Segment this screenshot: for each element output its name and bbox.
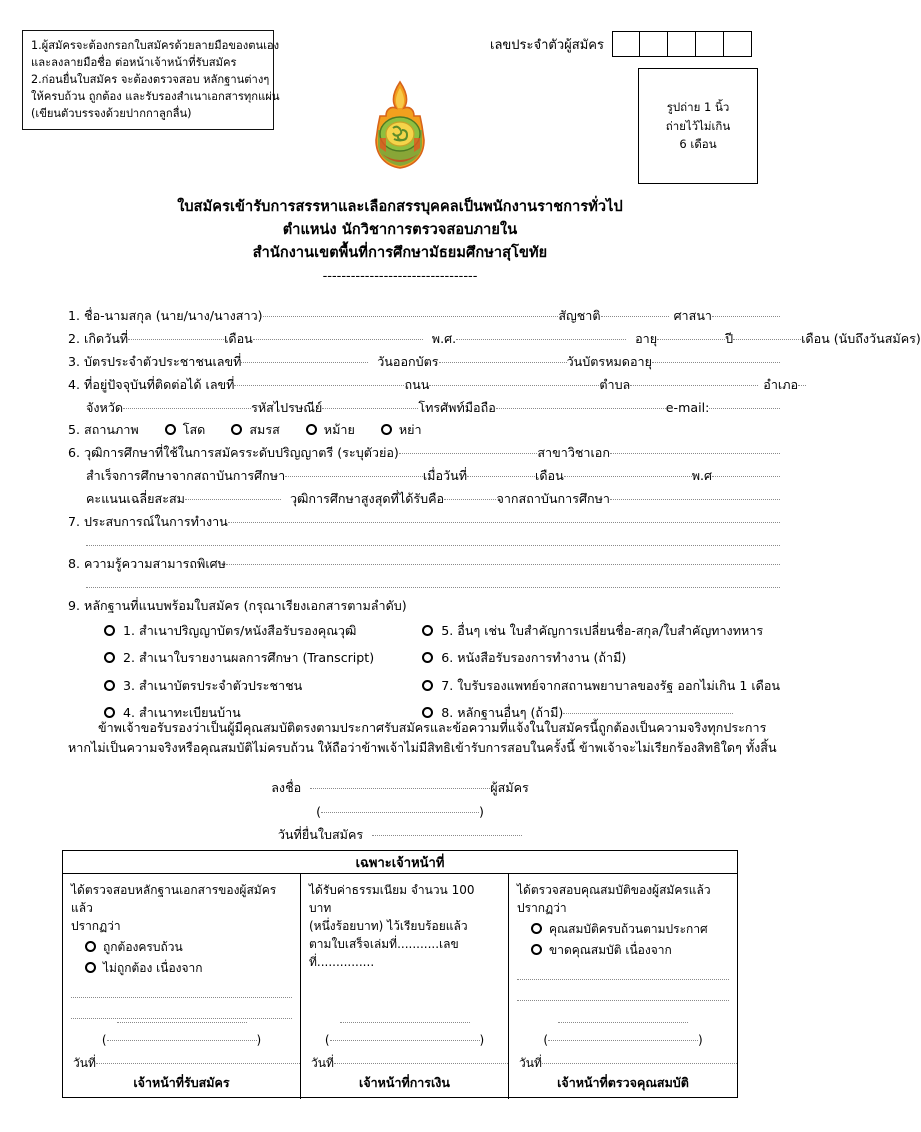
idcard-expiry-label: วันบัตรหมดอายุ — [566, 353, 652, 369]
applicant-number-field — [490, 31, 752, 57]
field-row-name — [68, 308, 780, 323]
document-item-label: 7. ใบรับรองแพทย์จากสถานพยาบาลของรัฐ ออกไม่เกิน 1 เดือน — [441, 677, 780, 693]
age-months-input[interactable] — [733, 328, 801, 340]
official-use-header: เฉพาะเจ้าหน้าที่ — [63, 851, 737, 874]
field-row-documents — [68, 599, 780, 613]
radio-icon[interactable] — [306, 424, 317, 435]
marital-option-label: หม้าย — [323, 421, 355, 437]
institute-input[interactable] — [285, 465, 423, 477]
experience-input-line2[interactable] — [86, 534, 780, 546]
instruction-line-5: (เขียนตัวบรรจงด้วยปากกาลูกลื่น) — [31, 107, 192, 121]
qualification-option-label: คุณสมบัติครบถ้วนตามประกาศ — [549, 922, 708, 936]
radio-icon[interactable] — [422, 680, 433, 691]
field-row-institute — [68, 468, 780, 483]
road-input[interactable] — [429, 374, 599, 386]
declaration-line-1: ข้าพเจ้าขอรับรองว่าเป็นผู้มีคุณสมบัติตรงตามประกาศรับสมัครและข้อความที่แจ้งในใบสมัครนี้ถูกต้องเป็นความจริงทุกประการ — [98, 720, 767, 735]
marital-option-widowed[interactable] — [306, 423, 355, 437]
marital-option-married[interactable] — [231, 423, 279, 437]
finance-signature-input[interactable] — [340, 1011, 470, 1023]
birth-month-input[interactable] — [253, 328, 423, 340]
page-title: ใบสมัครเข้ารับการสรรหาและเลือกสรรบุคคลเป็นพนักงานราชการทั่วไป — [177, 199, 623, 215]
other-document-input[interactable] — [563, 702, 733, 714]
graduation-date-label: เมื่อวันที่ — [422, 467, 468, 483]
radio-icon[interactable] — [422, 707, 433, 718]
finance-line-2: (หนึ่งร้อยบาท) ไว้เรียบร้อยแล้ว — [309, 919, 468, 933]
major-input[interactable] — [610, 442, 780, 454]
declaration-text — [68, 718, 780, 759]
documents-checklist — [68, 621, 780, 731]
paren-open: ( — [324, 1033, 330, 1048]
applicant-role-label: ผู้สมัคร — [490, 780, 529, 795]
instruction-line-2: และลงลายมือชื่อ ต่อหน้าเจ้าหน้าที่รับสมัคร — [31, 56, 237, 70]
applicant-number-label: เลขประจำตัวผู้สมัคร — [490, 37, 604, 53]
radio-icon[interactable] — [422, 652, 433, 663]
paren-close: ) — [698, 1033, 703, 1048]
graduation-month-input[interactable] — [564, 465, 692, 477]
ministry-of-education-emblem-icon — [362, 78, 438, 174]
document-item-label: 4. สำเนาทะเบียนบ้าน — [123, 705, 241, 721]
graduated-from-label: สำเร็จการศึกษาจากสถาบันการศึกษา — [86, 467, 286, 483]
address-no-input[interactable] — [234, 374, 404, 386]
idcard-label: 3. บัตรประจำตัวประชาชนเลขที่ — [68, 353, 242, 369]
finance-signature-block — [301, 1014, 508, 1093]
registrar-name-row — [63, 1031, 300, 1049]
graduation-year-label: พ.ศ — [691, 467, 712, 483]
qualification-signature-input[interactable] — [558, 1011, 688, 1023]
signature-name-row — [0, 804, 800, 819]
marital-status-label: 5. สถานภาพ — [68, 421, 139, 437]
gpa-input[interactable] — [185, 488, 281, 500]
signature-name-input[interactable] — [321, 801, 479, 813]
idcard-expiry-input[interactable] — [652, 351, 780, 363]
finance-date-row — [301, 1054, 508, 1072]
age-months-label: เดือน (นับถึงวันสมัคร) — [801, 330, 921, 346]
registrar-role-label: เจ้าหน้าที่รับสมัคร — [133, 1075, 230, 1091]
finance-name-input[interactable] — [330, 1029, 480, 1041]
paren-open: ( — [316, 804, 321, 819]
field-row-address — [68, 376, 799, 392]
form-title-block — [0, 196, 800, 284]
radio-icon[interactable] — [422, 625, 433, 636]
registrar-option-correct[interactable] — [85, 938, 292, 956]
photo-placeholder-box[interactable] — [638, 68, 758, 184]
qualification-option-unqualified[interactable] — [531, 941, 729, 959]
instruction-line-4: ให้ครบถ้วน ถูกต้อง และรับรองสำเนาเอกสารทุกแผ่น — [31, 90, 280, 104]
qualification-reason-line-1[interactable] — [517, 968, 729, 980]
paren-close: ) — [256, 1033, 262, 1048]
field-row-experience-extra — [68, 537, 780, 549]
special-skills-input[interactable] — [226, 553, 780, 565]
qualification-signature-block — [509, 1014, 737, 1093]
office-title: สำนักงานเขตพื้นที่การศึกษามัธยมศึกษาสุโขทัย — [252, 244, 548, 261]
graduation-day-input[interactable] — [467, 465, 535, 477]
radio-icon[interactable] — [165, 424, 176, 435]
radio-icon[interactable] — [104, 707, 115, 718]
special-skills-input-line2[interactable] — [86, 576, 780, 588]
field-row-marital-status — [68, 423, 780, 437]
mobile-label: โทรศัพท์มือถือ — [418, 399, 496, 415]
document-item[interactable] — [422, 621, 780, 641]
official-column-registrar — [63, 874, 301, 1099]
document-item-label: 6. หนังสือรับรองการทำงาน (ถ้ามี) — [441, 650, 627, 666]
registrar-date-input[interactable] — [96, 1052, 300, 1064]
paren-close: ) — [479, 1033, 485, 1048]
document-item-label: 5. อื่นๆ เช่น ใบสำคัญการเปลี่ยนชื่อ-สกุล/ใบสำคัญทางทหาร — [441, 622, 764, 638]
idcard-input[interactable] — [241, 351, 368, 363]
submit-date-label: วันที่ยื่นใบสมัคร — [277, 827, 364, 842]
registrar-signature-input[interactable] — [117, 1011, 247, 1023]
photo-line-3: 6 เดือน — [679, 137, 717, 152]
paren-close: ) — [479, 804, 484, 819]
name-label: 1. ชื่อ-นามสกุล (นาย/นาง/นางสาว) — [68, 308, 263, 323]
registrar-signature-block — [63, 1014, 300, 1093]
registrar-option-incorrect[interactable] — [85, 959, 292, 977]
highest-institute-label: จากสถาบันการศึกษา — [496, 490, 610, 506]
qualification-date-label: วันที่ — [519, 1056, 542, 1071]
radio-icon[interactable] — [231, 424, 242, 435]
subdistrict-input[interactable] — [630, 374, 758, 386]
email-label: e-mail: — [665, 399, 710, 415]
submit-date-row — [0, 825, 800, 845]
address-label: 4. ที่อยู่ปัจจุบันที่ติดต่อได้ เลขที่ — [68, 376, 235, 392]
document-item-label: 1. สำเนาปริญญาบัตร/หนังสือรับรองคุณวุฒิ — [123, 622, 357, 638]
field-row-gpa — [68, 491, 780, 506]
field-row-special-skills — [68, 556, 780, 571]
age-years-label: ปี — [725, 330, 734, 346]
graduation-year-input[interactable] — [712, 465, 780, 477]
gpa-label: คะแนนเฉลี่ยสะสม — [86, 490, 185, 506]
qualification-name-input[interactable] — [548, 1029, 698, 1041]
qualification-option-label: ขาดคุณสมบัติ เนื่องจาก — [549, 943, 672, 957]
registrar-date-label: วันที่ — [73, 1056, 96, 1071]
document-item-label: 8. หลักฐานอื่นๆ (ถ้ามี) — [441, 705, 564, 721]
radio-icon[interactable] — [531, 923, 542, 934]
document-item[interactable] — [422, 676, 780, 696]
marital-option-single[interactable] — [165, 423, 206, 437]
age-label: อายุ — [635, 330, 658, 346]
finance-date-input[interactable] — [334, 1052, 508, 1064]
registrar-line-2: ปรากฏว่า — [71, 919, 121, 933]
finance-signature-row — [301, 1014, 508, 1026]
form-fields — [68, 308, 921, 731]
document-item[interactable] — [422, 648, 780, 668]
finance-role-label: เจ้าหน้าที่การเงิน — [359, 1075, 450, 1091]
field-row-birthdate — [68, 330, 921, 346]
postcode-label: รหัสไปรษณีย์ — [251, 399, 323, 415]
declaration-line-2: หากไม่เป็นความจริงหรือคุณสมบัติไม่ครบถ้วน ให้ถือว่าข้าพเจ้าไม่มีสิทธิเข้ารับการสอบในครั้งนี้ ข้าพเจ้าจะไม่เรียกร้องสิทธิใดๆ ทั้งสิ้น — [68, 740, 777, 756]
document-item[interactable] — [104, 648, 418, 668]
degree-abbrev-input[interactable] — [399, 442, 538, 454]
qualification-date-input[interactable] — [542, 1052, 737, 1064]
qualification-name-row — [509, 1031, 737, 1049]
highest-institute-input[interactable] — [610, 488, 780, 500]
position-title: ตำแหน่ง นักวิชาการตรวจสอบภายใน — [282, 221, 518, 238]
highest-degree-label: วุฒิการศึกษาสูงสุดที่ได้รับคือ — [289, 490, 445, 506]
official-column-finance — [301, 874, 509, 1099]
qualification-role-label: เจ้าหน้าที่ตรวจคุณสมบัติ — [557, 1075, 689, 1091]
highest-degree-input[interactable] — [444, 488, 496, 500]
birth-year-input[interactable] — [456, 328, 626, 340]
experience-input[interactable] — [228, 511, 780, 523]
registrar-reason-line-1[interactable] — [71, 986, 292, 998]
qualification-reason-line-2[interactable] — [517, 989, 729, 1001]
applicant-number-cell[interactable] — [696, 31, 724, 57]
qualification-option-qualified[interactable] — [531, 920, 729, 938]
experience-label: 7. ประสบการณ์ในการทำงาน — [68, 513, 228, 529]
signature-input[interactable] — [310, 777, 490, 789]
road-label: ถนน — [404, 376, 430, 392]
field-row-education — [68, 445, 780, 460]
email-input[interactable] — [709, 397, 780, 409]
applicant-number-cell[interactable] — [612, 31, 640, 57]
applicant-number-boxes — [612, 31, 752, 57]
signature-row — [0, 778, 800, 798]
birthdate-label: 2. เกิดวันที่ — [68, 330, 129, 346]
mobile-input[interactable] — [496, 397, 666, 409]
field-row-idcard — [68, 354, 780, 369]
religion-input[interactable] — [712, 305, 780, 317]
documents-column-right — [418, 621, 780, 731]
registrar-signature-row — [63, 1014, 300, 1026]
instruction-line-1: 1.ผู้สมัครจะต้องกรอกใบสมัครด้วยลายมือของตนเอง — [31, 39, 280, 52]
radio-icon[interactable] — [104, 625, 115, 636]
religion-label: ศาสนา — [673, 308, 712, 323]
instructions-box — [22, 30, 280, 130]
radio-icon[interactable] — [381, 424, 392, 435]
graduation-month-label: เดือน — [535, 467, 564, 483]
paren-open: ( — [101, 1033, 107, 1048]
marital-option-label: หย่า — [398, 421, 422, 437]
registrar-name-input[interactable] — [107, 1029, 257, 1041]
province-input[interactable] — [123, 397, 251, 409]
signature-label: ลงชื่อ — [271, 780, 302, 795]
idcard-issue-label: วันออกบัตร — [377, 353, 439, 369]
registrar-option-label: ไม่ถูกต้อง เนื่องจาก — [103, 961, 203, 975]
marital-option-label: โสด — [182, 421, 206, 437]
postcode-input[interactable] — [322, 397, 418, 409]
radio-icon[interactable] — [104, 652, 115, 663]
documents-column-left — [68, 621, 418, 731]
province-label: จังหวัด — [86, 399, 124, 415]
radio-icon[interactable] — [85, 941, 96, 952]
registrar-date-row — [63, 1054, 300, 1072]
document-item-label: 2. สำเนาใบรายงานผลการศึกษา (Transcript) — [123, 650, 375, 666]
paren-open: ( — [543, 1033, 548, 1048]
nationality-label: สัญชาติ — [558, 308, 601, 323]
idcard-issue-input[interactable] — [439, 351, 567, 363]
documents-label: 9. หลักฐานที่แนบพร้อมใบสมัคร (กรุณาเรียงเอกสารตามลำดับ) — [68, 597, 407, 613]
birth-day-input[interactable] — [128, 328, 224, 340]
official-use-table — [62, 850, 738, 1098]
field-row-special-skills-extra — [68, 579, 780, 591]
qualification-signature-row — [509, 1014, 737, 1026]
field-row-experience — [68, 514, 780, 529]
marital-option-divorced[interactable] — [381, 423, 422, 437]
official-column-qualification — [509, 874, 737, 1099]
special-skills-label: 8. ความรู้ความสามารถพิเศษ — [68, 556, 226, 572]
finance-line-3: ตามใบเสร็จเล่มที่...........เลขที่............... — [309, 937, 459, 969]
applicant-number-cell[interactable] — [640, 31, 668, 57]
radio-icon[interactable] — [104, 680, 115, 691]
submit-date-input[interactable] — [372, 824, 522, 836]
district-input[interactable] — [798, 374, 806, 386]
subdistrict-label: ตำบล — [599, 376, 631, 392]
photo-line-2: ถ่ายไว้ไม่เกิน — [665, 118, 731, 133]
nationality-input[interactable] — [601, 305, 669, 317]
radio-icon[interactable] — [85, 962, 96, 973]
finance-date-label: วันที่ — [311, 1056, 334, 1071]
birth-year-label: พ.ศ. — [431, 330, 457, 346]
radio-icon[interactable] — [531, 944, 542, 955]
qualification-line-1: ได้ตรวจสอบคุณสมบัติของผู้สมัครแล้ว — [517, 883, 711, 897]
qualification-line-2: ปรากฏว่า — [517, 901, 567, 915]
applicant-number-cell[interactable] — [724, 31, 752, 57]
qualification-date-row — [509, 1054, 737, 1072]
field-row-province — [68, 400, 780, 415]
document-item[interactable] — [104, 676, 418, 696]
registrar-line-1: ได้ตรวจสอบหลักฐานเอกสารของผู้สมัครแล้ว — [71, 883, 277, 915]
document-item[interactable] — [104, 621, 418, 641]
registrar-option-label: ถูกต้องครบถ้วน — [103, 940, 183, 954]
name-input[interactable] — [263, 305, 559, 317]
instruction-line-3: 2.ก่อนยื่นใบสมัคร จะต้องตรวจสอบ หลักฐานต่างๆ — [31, 73, 270, 87]
major-label: สาขาวิชาเอก — [537, 444, 610, 460]
applicant-signature-area — [0, 778, 800, 851]
birth-month-label: เดือน — [224, 330, 253, 346]
age-years-input[interactable] — [657, 328, 725, 340]
district-label: อำเภอ — [763, 376, 799, 392]
finance-line-1: ได้รับค่าธรรมเนียม จำนวน 100 บาท — [309, 883, 475, 915]
marital-option-label: สมรส — [249, 421, 280, 437]
education-label: 6. วุฒิการศึกษาที่ใช้ในการสมัครระดับปริญญาตรี (ระบุตัวย่อ) — [68, 444, 399, 460]
title-divider: --------------------------------- — [322, 268, 478, 284]
finance-name-row — [301, 1031, 508, 1049]
applicant-number-cell[interactable] — [668, 31, 696, 57]
photo-line-1: รูปถ่าย 1 นิ้ว — [666, 100, 730, 115]
document-item-label: 3. สำเนาบัตรประจำตัวประชาชน — [123, 677, 303, 693]
